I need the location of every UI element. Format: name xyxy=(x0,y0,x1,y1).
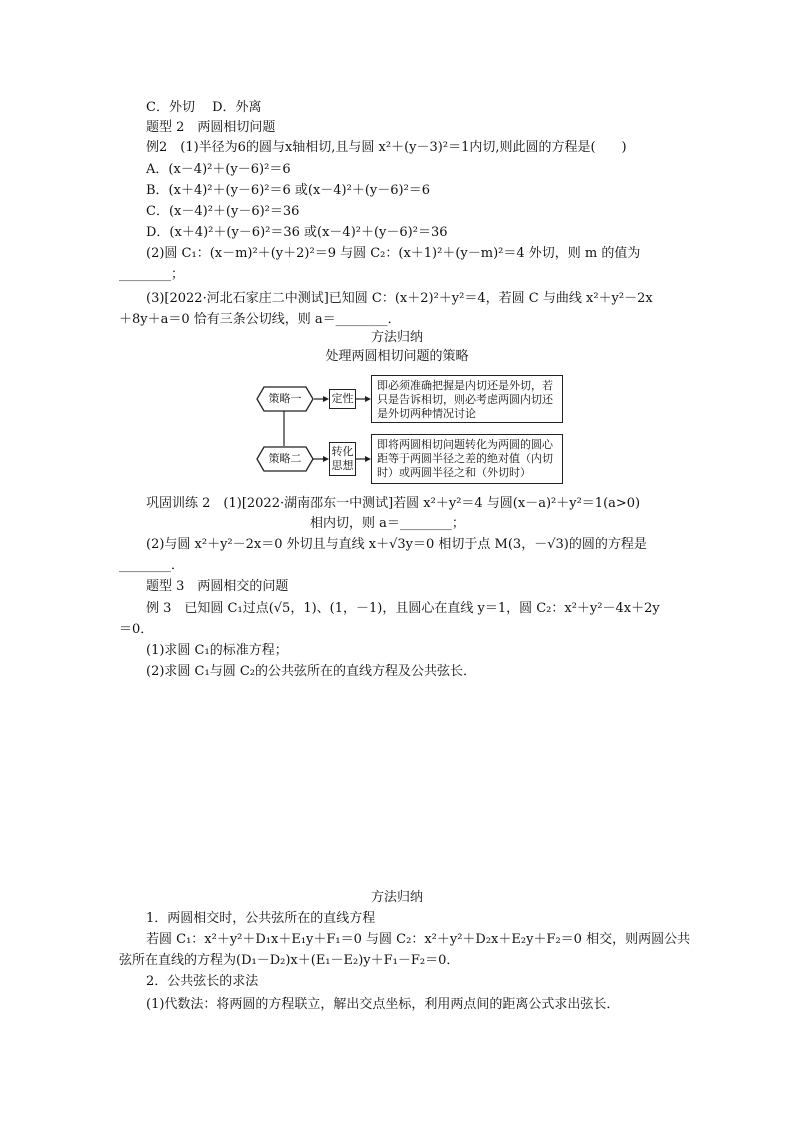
option-a: A．(x－4)²＋(y－6)²＝6 xyxy=(146,162,291,177)
tag-qualitative xyxy=(329,389,356,409)
summary-item1-title: 1．两圆相交时，公共弦所在的直线方程 xyxy=(146,911,376,926)
strategy1-label: 策略一 xyxy=(268,392,302,405)
option-b: B．(x＋4)²＋(y－6)²＝6 或(x－4)²＋(y－6)²＝6 xyxy=(146,183,431,198)
summary-item2-method1: (1)代数法：将两圆的方程联立，解出交点坐标，利用两点间的距离公式求出弦长． xyxy=(146,997,620,1012)
example2-question3-cont: ＋8y＋a＝0 恰有三条公切线，则 a＝________． xyxy=(119,312,401,327)
example2-question2-blank: ________； xyxy=(119,267,185,282)
practice2-question1-cont: 相内切，则 a＝________； xyxy=(310,516,465,531)
tag-transform-line1: 转化 xyxy=(331,445,354,458)
strategy2-label: 策略二 xyxy=(268,452,302,465)
example3-statement: 例 3 已知圆 C₁过点(√5，1)、(1，－1)，且圆心在直线 y＝1，圆 C₂：x²＋y²－4x＋2y xyxy=(146,601,660,616)
example2-question1: 例2 (1)半径为6的圆与x轴相切,且与圆 x²＋(y－3)²＝1内切,则此圆的方程是( ) xyxy=(146,140,627,155)
strategy1-desc-line1: 即必须准确把握是内切还是外切，若 xyxy=(377,379,553,392)
option-c: C．(x－4)²＋(y－6)²＝36 xyxy=(146,204,300,219)
summary-item1-body-cont: 弦所在直线的方程为(D₁－D₂)x＋(E₁－E₂)y＋F₁－F₂＝0． xyxy=(119,953,460,968)
section-heading-type2: 题型 2 两圆相切问题 xyxy=(146,120,276,135)
practice2-question2: (2)与圆 x²＋y²－2x＝0 外切且与直线 x＋√3y＝0 相切于点 M(3，－√3)的圆的方程是 xyxy=(146,537,647,552)
strategy1-desc-line3: 是外切两种情况讨论 xyxy=(377,407,476,420)
summary-item2-title: 2．公共弦长的求法 xyxy=(146,974,259,989)
example2-question2: (2)圆 C₁：(x－m)²＋(y＋2)²＝9 与圆 C₂：(x＋1)²＋(y－m)²＝4 外切，则 m 的值为 xyxy=(146,246,641,261)
options-cd: C．外切 D．外离 xyxy=(146,100,262,115)
tag-transform xyxy=(329,442,356,476)
strategy-title: 处理两圆相切问题的策略 xyxy=(325,349,469,364)
practice2-question2-blank: ________． xyxy=(119,558,185,573)
strategy2-desc-line1: 即将两圆相切问题转化为两圆的圆心 xyxy=(377,438,553,451)
strategy-diagram xyxy=(255,374,565,492)
strategy1-hexagon xyxy=(256,386,314,412)
strategy2-hexagon xyxy=(256,446,314,472)
section-heading-type3: 题型 3 两圆相交的问题 xyxy=(146,579,289,594)
strategy1-desc-line2: 只是告诉相切，则必考虑两圆内切还 xyxy=(377,393,553,406)
strategy2-desc-line2: 距等于两圆半径之差的绝对值（内切 xyxy=(377,452,553,465)
tag-qualitative-text: 定性 xyxy=(331,392,354,405)
strategy2-description xyxy=(371,434,563,484)
example3-statement-cont: ＝0． xyxy=(119,622,154,637)
tag-transform-line2: 思想 xyxy=(331,459,354,472)
strategy1-description xyxy=(371,375,563,423)
method-summary-heading: 方法归纳 xyxy=(370,330,423,345)
example3-question2: (2)求圆 C₁与圆 C₂的公共弦所在的直线方程及公共弦长． xyxy=(146,664,476,679)
method-summary-heading-2: 方法归纳 xyxy=(370,890,423,905)
strategy2-desc-line3: 时）或两圆半径之和（外切时） xyxy=(377,466,531,479)
summary-item1-body: 若圆 C₁：x²＋y²＋D₁x＋E₁y＋F₁＝0 与圆 C₂：x²＋y²＋D₂x＋E₂y＋F₂＝0 相交，则两圆公共 xyxy=(146,932,691,947)
example2-question3: (3)[2022·河北石家庄二中测试]已知圆 C：(x＋2)²＋y²＝4，若圆 C 与曲线 x²＋y²－2x xyxy=(146,291,653,306)
option-d: D．(x＋4)²＋(y－6)²＝36 或(x－4)²＋(y－6)²＝36 xyxy=(146,225,448,240)
practice2-question1: 巩固训练 2 (1)[2022·湖南邵东一中测试]若圆 x²＋y²＝4 与圆(x－a)²＋y²＝1(a>0) xyxy=(146,496,641,511)
example3-question1: (1)求圆 C₁的标准方程； xyxy=(146,643,288,658)
